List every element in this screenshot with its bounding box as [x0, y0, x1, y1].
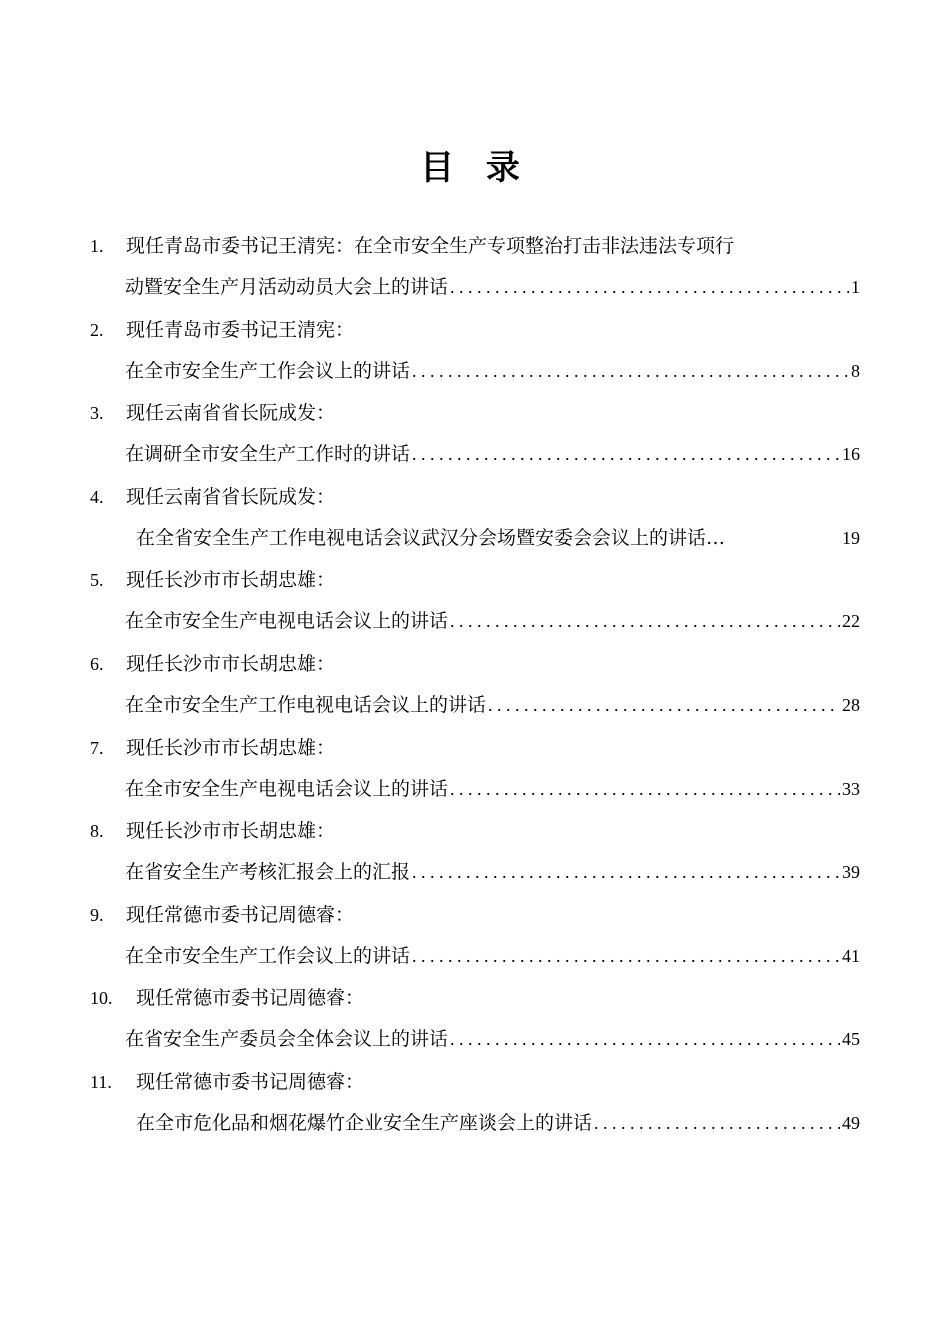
- toc-entry-speaker: 现任常德市委书记周德睿：: [136, 987, 365, 1010]
- toc-entry-page: 8: [851, 360, 860, 381]
- toc-entry-page: 28: [842, 694, 860, 715]
- toc-entry-heading: [90, 562, 335, 598]
- toc-entry[interactable]: [90, 897, 860, 981]
- toc-entry-page: 1: [851, 277, 860, 297]
- toc-entry-speaker: 现任云南省省长阮成发：: [126, 402, 336, 425]
- toc-entry[interactable]: [90, 730, 860, 814]
- page-title: 目 录: [420, 148, 530, 188]
- toc-entry-title-row: [125, 854, 860, 890]
- dot-leader: [412, 436, 840, 472]
- toc-entry-title-row: [125, 603, 860, 639]
- toc-entry-number: 5.: [90, 570, 104, 591]
- toc-entry-heading: [90, 897, 354, 933]
- toc-entry-title-row: [136, 520, 860, 556]
- toc-entry[interactable]: [90, 813, 860, 897]
- toc-entry-number: 2.: [90, 319, 104, 340]
- dot-leader: [594, 1105, 840, 1141]
- toc-entry-speaker: 现任常德市委书记周德睿：: [126, 903, 355, 926]
- toc-entry-speaker: 现任长沙市市长胡忠雄：: [126, 820, 336, 843]
- toc-entry-heading: [90, 228, 734, 264]
- toc-entry-speaker: 现任长沙市市长胡忠雄：: [126, 652, 336, 675]
- toc-entry-heading: [90, 395, 335, 431]
- toc-entry-heading: [90, 1064, 364, 1100]
- toc-entry-heading: [90, 730, 335, 766]
- dot-leader: [450, 1021, 840, 1057]
- toc-entry-title: 在省安全生产考核汇报会上的汇报: [125, 861, 411, 884]
- toc-entry-title-row: [125, 1021, 860, 1057]
- dot-leader: [450, 269, 849, 305]
- toc-entry[interactable]: [90, 646, 860, 730]
- toc-entry-title-row: [136, 1105, 860, 1141]
- toc-entry-speaker: 现任长沙市市长胡忠雄：: [126, 569, 336, 592]
- dot-leader: [412, 353, 849, 389]
- toc-entry-speaker: 现任青岛市委书记王清宪：: [126, 318, 355, 341]
- toc-entry-number: 10.: [90, 988, 113, 1009]
- toc-entry-heading: [90, 646, 335, 682]
- toc-entry-heading: [90, 479, 335, 515]
- toc-entry-title-row: [125, 938, 860, 974]
- toc-entry-speaker: 现任青岛市委书记王清宪：在全市安全生产专项整治打击非法违法专项行: [126, 235, 735, 257]
- dot-leader: [488, 687, 840, 723]
- toc-entry-number: 4.: [90, 486, 104, 507]
- toc-entry-title: 在全市安全生产工作会议上的讲话: [125, 359, 411, 382]
- toc-entry-heading: [90, 813, 335, 849]
- toc-entry[interactable]: [90, 562, 860, 646]
- toc-entry-title-row: [125, 687, 860, 723]
- toc-entry[interactable]: [90, 395, 860, 479]
- toc-entry-title: 在全市安全生产电视电话会议上的讲话: [125, 777, 449, 800]
- table-of-contents: [90, 228, 860, 1148]
- toc-entry-heading: [90, 980, 364, 1016]
- toc-entry-page: 33: [842, 778, 860, 799]
- toc-entry-number: 3.: [90, 403, 104, 424]
- toc-entry-title-row: [125, 771, 860, 807]
- toc-entry-page: 16: [842, 444, 860, 465]
- toc-entry-title: 在全市安全生产电视电话会议上的讲话: [125, 610, 449, 633]
- toc-entry-number: 8.: [90, 821, 104, 842]
- toc-entry-title: 在调研全市安全生产工作时的讲话: [125, 443, 411, 466]
- toc-entry[interactable]: [90, 1064, 860, 1148]
- dot-leader: [412, 938, 840, 974]
- toc-entry-number: 6.: [90, 653, 104, 674]
- toc-entry-page: 22: [842, 611, 860, 632]
- toc-entry-page: 39: [842, 862, 860, 883]
- toc-entry-title: 在全市安全生产工作会议上的讲话: [125, 944, 411, 967]
- toc-entry[interactable]: [90, 479, 860, 563]
- toc-entry-speaker: 现任常德市委书记周德睿：: [136, 1070, 365, 1093]
- toc-entry-number: 11.: [90, 1071, 112, 1092]
- toc-entry-title-row: [125, 353, 860, 389]
- dot-leader: [450, 771, 840, 807]
- toc-entry-title: 在全省安全生产工作电视电话会议武汉分会场暨安委会会议上的讲话…: [136, 526, 726, 549]
- toc-entry-title-row: [125, 436, 860, 472]
- toc-entry[interactable]: [90, 980, 860, 1064]
- toc-entry-speaker: 现任长沙市市长胡忠雄：: [126, 736, 336, 759]
- toc-entry[interactable]: [90, 312, 860, 396]
- toc-entry[interactable]: [90, 228, 860, 312]
- toc-entry-title: 在省安全生产委员会全体会议上的讲话: [125, 1028, 449, 1051]
- toc-entry-page: 41: [842, 945, 860, 966]
- toc-entry-title-row: [125, 269, 860, 305]
- toc-entry-title: 动暨安全生产月活动动员大会上的讲话: [125, 276, 449, 298]
- toc-entry-speaker: 现任云南省省长阮成发：: [126, 485, 336, 508]
- toc-entry-number: 9.: [90, 904, 104, 925]
- dot-leader: [450, 603, 840, 639]
- toc-entry-number: 1.: [90, 236, 104, 256]
- dot-leader: [412, 854, 840, 890]
- toc-entry-page: 19: [842, 527, 860, 548]
- toc-entry-title: 在全市安全生产工作电视电话会议上的讲话: [125, 693, 487, 716]
- toc-entry-title: 在全市危化品和烟花爆竹企业安全生产座谈会上的讲话: [136, 1111, 593, 1134]
- toc-entry-page: 49: [842, 1112, 860, 1133]
- toc-entry-heading: [90, 312, 354, 348]
- toc-entry-page: 45: [842, 1029, 860, 1050]
- toc-entry-number: 7.: [90, 737, 104, 758]
